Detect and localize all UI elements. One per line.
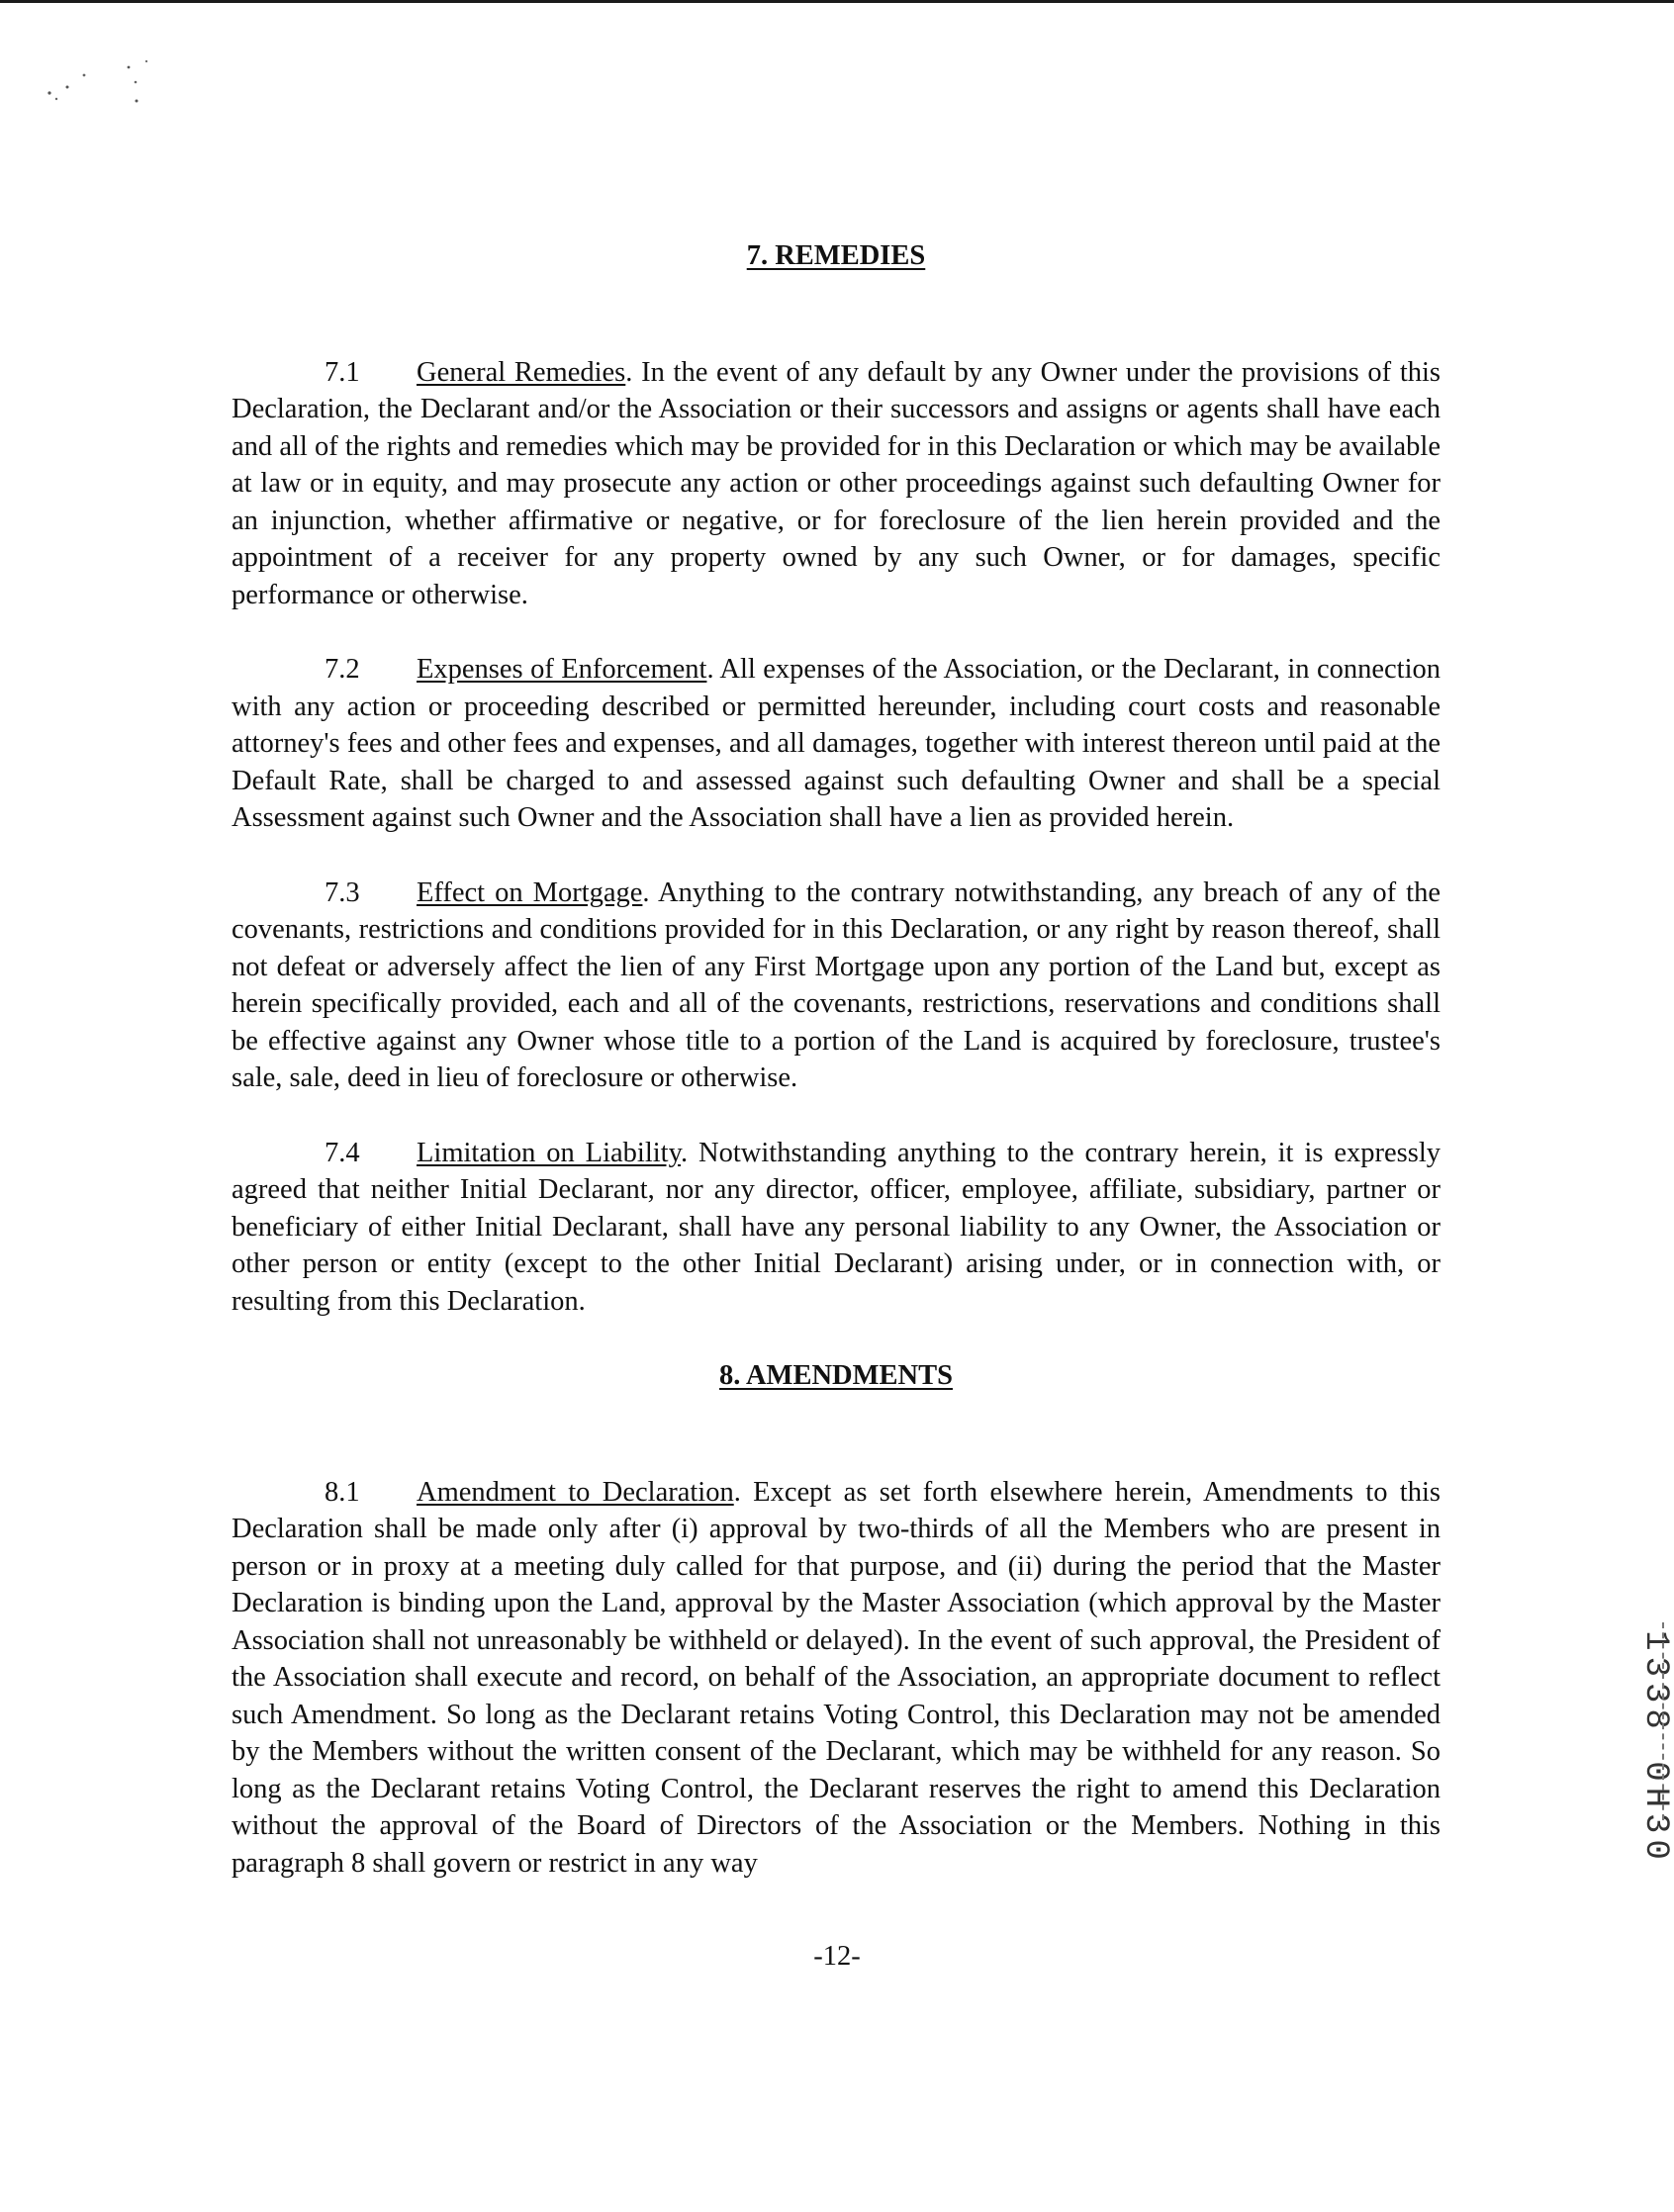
paragraph-number: 7.4 — [325, 1137, 360, 1168]
paragraph-number: 7.2 — [325, 654, 360, 685]
paragraph-number: 7.1 — [325, 356, 360, 388]
paragraph-title: General Remedies — [417, 356, 626, 388]
scan-speckle-marks — [40, 47, 178, 127]
paragraph-title: Limitation on Liability — [417, 1137, 681, 1168]
paragraph-text: . Notwithstanding anything to the contrary herein, it is expressly agreed that neither Initial Declarant, nor any director, officer, employee, affiliate, subsidiary, partner or beneficiary of either Initial Declarant, shall have any personal liability to any Owner, the Association or other person or entity (except to the other Initial Declarant) arising under, or in connection with, or resulting from this Declaration. — [232, 1137, 1441, 1317]
document-body — [232, 237, 1441, 1919]
section-8-heading: 8. AMENDMENTS — [719, 1360, 953, 1391]
margin-edge-mark — [1662, 1622, 1666, 1820]
paragraph-7-1 — [232, 354, 1441, 614]
paragraph-title: Effect on Mortgage — [417, 876, 643, 908]
section-7-heading: 7. REMEDIES — [746, 240, 926, 271]
paragraph-title: Expenses of Enforcement — [417, 654, 707, 685]
paragraph-text: . Anything to the contrary notwithstanding, any breach of any of the covenants, restrictions and conditions provided for in this Declaration, or any right by reason thereof, shall not defeat or adversely affect the lien of any First Mortgage upon any portion of the Land but, except as herein specifically provided, each and all of the covenants, restrictions, reservations and conditions shall be effective against any Owner whose title to a portion of the Land is acquired by foreclosure, trustee's sale, sale, deed in lieu of foreclosure or otherwise. — [232, 876, 1441, 1093]
margin-recording-stamp — [1637, 1595, 1673, 1901]
paragraph-7-4 — [232, 1135, 1441, 1321]
paragraph-number: 7.3 — [325, 876, 360, 908]
paragraph-8-1 — [232, 1474, 1441, 1883]
paragraph-text: . Except as set forth elsewhere herein, Amendments to this Declaration shall be made only after (i) approval by two-thirds of all the Members who are present in person or in proxy at a meeting duly called for that purpose, and (ii) during the period that the Master Declaration is binding upon the Land, approval by the Master Association (which approval by the Master Association shall not unreasonably be withheld or delayed). In the event of such approval, the President of the Association shall execute and record, on behalf of the Association, an appropriate document to reflect such Amendment. So long as the Declarant retains Voting Control, this Declaration may not be amended by the Members without the written consent of the Declarant, which may be withheld for any reason. So long as the Declarant retains Voting Control, the Declarant reserves the right to amend this Declaration without the approval of the Board of Directors of the Association or the Members. Nothing in this paragraph 8 shall govern or restrict in any way — [232, 1476, 1441, 1879]
paragraph-7-2 — [232, 651, 1441, 837]
scan-top-edge — [0, 0, 1674, 3]
paragraph-title: Amendment to Declaration — [417, 1476, 734, 1508]
paragraph-text: . All expenses of the Association, or the Declarant, in connection with any action or proceeding described or permitted hereunder, including court costs and reasonable attorney's fees and other fees and expenses, and all damages, together with interest thereon until paid at the Default Rate, shall be charged to and assessed against such defaulting Owner and shall be a special Assessment against such Owner and the Association shall have a lien as provided herein. — [232, 654, 1441, 833]
paragraph-number: 8.1 — [325, 1476, 360, 1508]
margin-stamp-text: 1338 0H30 — [1636, 1630, 1674, 1866]
paragraph-text: . In the event of any default by any Owner under the provisions of this Declaration, the Declarant and/or the Association or their successors and assigns or agents shall have each and all of the rights and remedies which may be provided for in this Declaration or which may be available at law or in equity, and may prosecute any action or other proceedings against such defaulting Owner for an injunction, whether affirmative or negative, or for foreclosure of the lien herein provided and the appointment of a receiver for any property owned by any such Owner, or for damages, specific performance or otherwise. — [232, 356, 1442, 610]
paragraph-7-3 — [232, 875, 1441, 1097]
page-number: -12- — [813, 1941, 861, 1972]
